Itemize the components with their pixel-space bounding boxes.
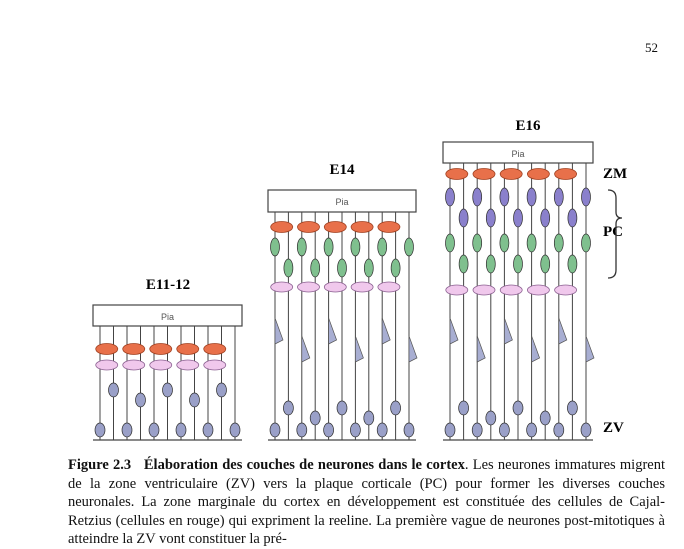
panel-e14 xyxy=(268,190,417,440)
migrating-neuron xyxy=(532,336,540,362)
cajal-retzius-cell xyxy=(378,222,400,233)
preplate-cell xyxy=(177,360,199,370)
cortical-plate-neuron-early xyxy=(271,238,280,256)
migrating-neuron xyxy=(586,336,594,362)
ventricular-zone-cell xyxy=(190,393,200,407)
preplate-cell xyxy=(351,282,373,292)
ventricular-zone-cell xyxy=(459,401,469,415)
cajal-retzius-cell xyxy=(204,344,226,355)
ventricular-zone-cell xyxy=(581,423,591,437)
figure-caption xyxy=(68,456,665,549)
cajal-retzius-cell xyxy=(473,169,495,180)
panel-e16 xyxy=(443,142,594,440)
caption-body: . Les neurones immatures migrent de la zone ventriculaire (ZV) vers la plaque corticale (PC) pour former les diverses couches neuronales. La zone marginale du cortex en développement est constituée des cellules de Cajal-Retzius (cellules en rouge) qui expriment la reeline. La première vague de neurones post-mitotiques à atteindre la ZV vont constituer la pré- xyxy=(68,457,665,547)
cajal-retzius-cell xyxy=(527,169,549,180)
ventricular-zone-cell xyxy=(163,383,173,397)
ventricular-zone-cell xyxy=(217,383,227,397)
migrating-neuron xyxy=(302,336,310,362)
cortical-plate-neuron-late xyxy=(446,188,455,206)
stage-label-e11-12: E11-12 xyxy=(145,277,191,293)
migrating-neuron xyxy=(477,336,485,362)
cajal-retzius-cell xyxy=(324,222,346,233)
preplate-cell xyxy=(96,360,118,370)
preplate-cell xyxy=(555,285,577,295)
page-number: 52 xyxy=(645,40,658,55)
ventricular-zone-cell xyxy=(499,423,509,437)
cortical-plate-neuron-early xyxy=(459,255,468,273)
cortical-plate-neuron-late xyxy=(541,209,550,227)
cortical-plate-neuron-early xyxy=(391,259,400,277)
cortical-plate-neuron-early xyxy=(284,259,293,277)
pia-label: Pia xyxy=(511,149,525,159)
ventricular-zone-cell xyxy=(109,383,119,397)
caption-title: Élaboration des couches de neurones dans le cortex xyxy=(143,457,465,473)
cortical-plate-neuron-early xyxy=(486,255,495,273)
panel-e11-12 xyxy=(93,305,242,440)
preplate-cell xyxy=(527,285,549,295)
ventricular-zone-cell xyxy=(283,401,293,415)
cortical-plate-neuron-late xyxy=(568,209,577,227)
cortical-plate-neuron-early xyxy=(324,238,333,256)
cortical-plate-neuron-late xyxy=(582,188,591,206)
ventricular-zone-cell xyxy=(567,401,577,415)
ventricular-zone-cell xyxy=(540,411,550,425)
cortical-plate-neuron-early xyxy=(297,238,306,256)
cortical-plate-neuron-early xyxy=(364,259,373,277)
preplate-cell xyxy=(271,282,293,292)
cortical-plate-neuron-early xyxy=(311,259,320,277)
preplate-cell xyxy=(500,285,522,295)
zone-label-zv: ZV xyxy=(603,420,624,436)
cortical-plate-neuron-early xyxy=(554,234,563,252)
cortical-plate-neuron-early xyxy=(514,255,523,273)
ventricular-zone-cell xyxy=(350,423,360,437)
zone-label-pc: PC xyxy=(603,224,623,240)
cajal-retzius-cell xyxy=(96,344,118,355)
ventricular-zone-cell xyxy=(176,423,186,437)
cajal-retzius-cell xyxy=(177,344,199,355)
ventricular-zone-cell xyxy=(445,423,455,437)
cortical-plate-neuron-late xyxy=(486,209,495,227)
cortical-plate-neuron-early xyxy=(527,234,536,252)
migrating-neuron xyxy=(329,318,337,344)
cortical-plate-neuron-early xyxy=(351,238,360,256)
cortical-plate-neuron-late xyxy=(459,209,468,227)
caption-figure-label: Figure 2.3 xyxy=(68,457,132,473)
cortical-plate-neuron-late xyxy=(473,188,482,206)
preplate-cell xyxy=(446,285,468,295)
ventricular-zone-cell xyxy=(391,401,401,415)
ventricular-zone-cell xyxy=(95,423,105,437)
ventricular-zone-cell xyxy=(472,423,482,437)
stage-label-e14: E14 xyxy=(329,162,355,178)
preplate-cell xyxy=(324,282,346,292)
ventricular-zone-cell xyxy=(337,401,347,415)
cortical-plate-neuron-early xyxy=(473,234,482,252)
cortical-plate-neuron-early xyxy=(582,234,591,252)
ventricular-zone-cell xyxy=(513,401,523,415)
ventricular-zone-cell xyxy=(364,411,374,425)
ventricular-zone-cell xyxy=(324,423,334,437)
cortical-plate-neuron-late xyxy=(514,209,523,227)
ventricular-zone-cell xyxy=(122,423,132,437)
cajal-retzius-cell xyxy=(555,169,577,180)
ventricular-zone-cell xyxy=(527,423,537,437)
stage-label-e16: E16 xyxy=(515,118,541,134)
cortical-plate-neuron-late xyxy=(500,188,509,206)
migrating-neuron xyxy=(559,318,567,344)
cortical-plate-neuron-early xyxy=(378,238,387,256)
cajal-retzius-cell xyxy=(351,222,373,233)
cajal-retzius-cell xyxy=(500,169,522,180)
cajal-retzius-cell xyxy=(123,344,145,355)
ventricular-zone-cell xyxy=(404,423,414,437)
ventricular-zone-cell xyxy=(230,423,240,437)
migrating-neuron xyxy=(504,318,512,344)
cortical-plate-neuron-early xyxy=(405,238,414,256)
preplate-cell xyxy=(298,282,320,292)
ventricular-zone-cell xyxy=(136,393,146,407)
preplate-cell xyxy=(473,285,495,295)
cortical-plate-neuron-early xyxy=(541,255,550,273)
migrating-neuron xyxy=(409,336,417,362)
migrating-neuron xyxy=(355,336,363,362)
ventricular-zone-cell xyxy=(297,423,307,437)
pia-label: Pia xyxy=(160,312,175,322)
cortical-plate-neuron-early xyxy=(568,255,577,273)
preplate-cell xyxy=(150,360,172,370)
cortical-plate-neuron-early xyxy=(500,234,509,252)
ventricular-zone-cell xyxy=(203,423,213,437)
ventricular-zone-cell xyxy=(310,411,320,425)
ventricular-zone-cell xyxy=(377,423,387,437)
pia-label: Pia xyxy=(335,197,349,207)
migrating-neuron xyxy=(382,318,390,344)
cajal-retzius-cell xyxy=(150,344,172,355)
cortical-plate-neuron-early xyxy=(446,234,455,252)
cortical-plate-neuron-late xyxy=(554,188,563,206)
cortical-plate-neuron-late xyxy=(527,188,536,206)
zone-label-zm: ZM xyxy=(603,166,628,182)
ventricular-zone-cell xyxy=(486,411,496,425)
migrating-neuron xyxy=(275,318,283,344)
preplate-cell xyxy=(123,360,145,370)
ventricular-zone-cell xyxy=(149,423,159,437)
preplate-cell xyxy=(378,282,400,292)
cajal-retzius-cell xyxy=(446,169,468,180)
cortical-plate-neuron-early xyxy=(338,259,347,277)
cajal-retzius-cell xyxy=(298,222,320,233)
migrating-neuron xyxy=(450,318,458,344)
ventricular-zone-cell xyxy=(554,423,564,437)
ventricular-zone-cell xyxy=(270,423,280,437)
cajal-retzius-cell xyxy=(271,222,293,233)
preplate-cell xyxy=(204,360,226,370)
